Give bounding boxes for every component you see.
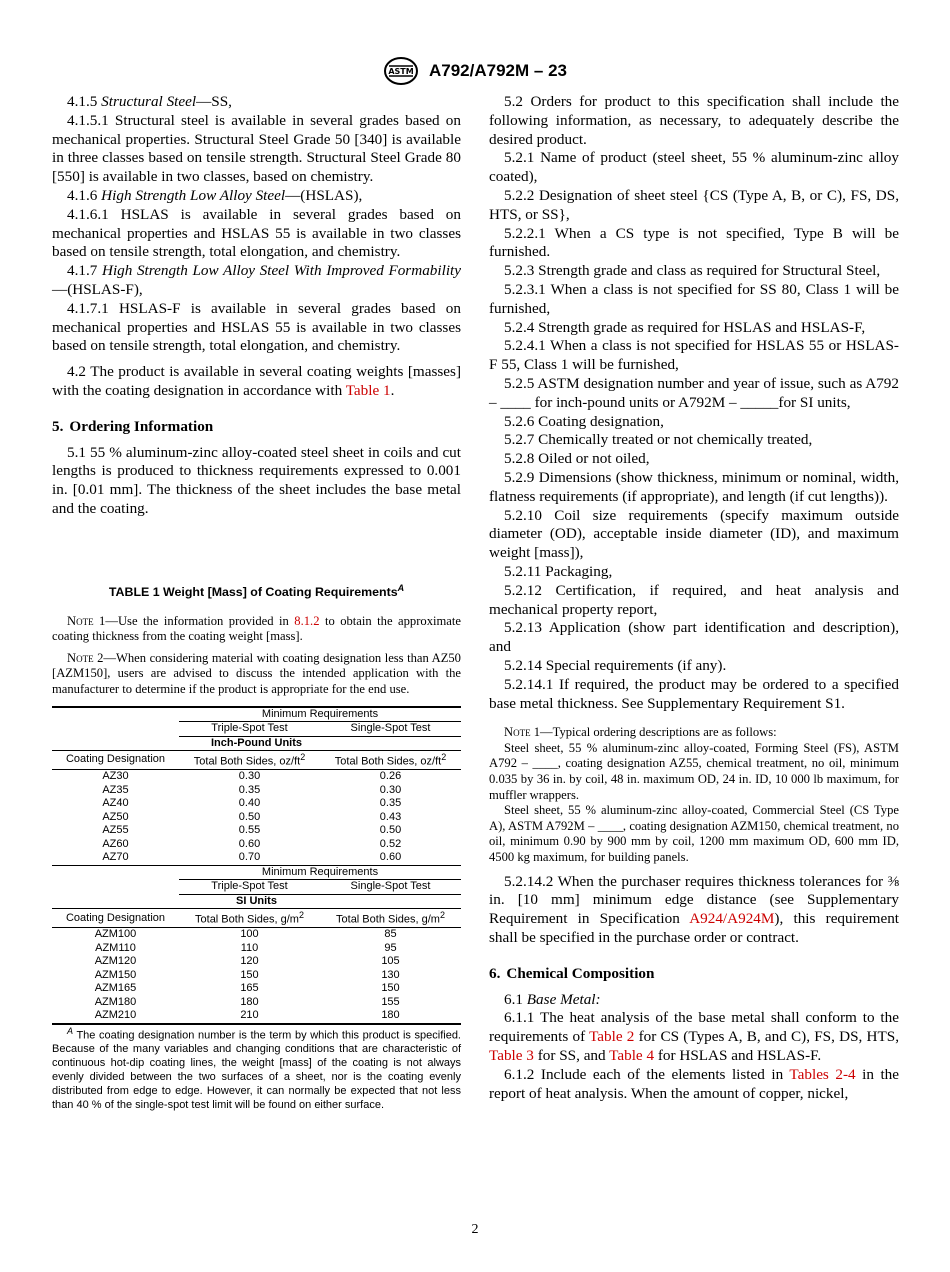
para-6-1: 6.1 Base Metal: <box>504 990 601 1008</box>
para-4-1-5: 4.1.5 Structural Steel—SS, <box>67 93 232 110</box>
table-1-link[interactable]: Table 1 <box>345 381 391 399</box>
single-spot-cell: 0.52 <box>379 837 402 850</box>
table-row <box>52 851 461 865</box>
para-5-2-11: 5.2.11 Packaging, <box>504 562 613 580</box>
coating-designation-header: Coating Designation <box>65 911 166 924</box>
table-1-footnote: $^A$ The coating designation number is the term by which this product is specified. Because of the many variables and changing conditions that are characteristic of continuous hot-dip coating lines, the weight [mass] of the coating is not always evenly divided between the two surfaces of a sheet, nor is the coating evenly distributed from edge to edge. However, it can normally be expected that not less than 40 % of the single-spot test limit will be found on either surface. <box>52 1025 461 1111</box>
single-spot-cell: 85 <box>384 928 397 941</box>
table-row <box>52 996 461 1010</box>
para-5-2-5: 5.2.5 ASTM designation number and year of issue, such as A792 – ____ for inch-pound units or A792M – _____for SI units, <box>489 374 899 411</box>
single-spot-cell: 0.35 <box>379 797 402 810</box>
standard-designation: A792/A792M – 23 <box>429 61 567 80</box>
para-4-2: 4.2 The product is available in several coating weights [masses] with the coating designation in accordance with Table 1. <box>52 363 461 399</box>
single-spot-cell: 0.30 <box>379 783 402 796</box>
single-spot-cell: 105 <box>381 955 400 968</box>
table-1-note-2: Note 2—When considering material with coating designation less than AZ50 [AZM150], users are advised to discuss the intended application with the manufacturer to determine if the product is appropriate for the end use. <box>52 650 461 697</box>
para-5-2-6: 5.2.6 Coating designation, <box>504 412 664 430</box>
table-row <box>52 824 461 838</box>
triple-spot-cell: 0.50 <box>238 810 261 823</box>
si-units-header: SI Units <box>52 894 461 909</box>
coating-designation-cell: AZ35 <box>102 783 129 796</box>
single-spot-cell: 0.43 <box>379 810 402 823</box>
para-5-2-2: 5.2.2 Designation of sheet steel {CS (Type A, B, or C), FS, DS, HTS, or SS}, <box>489 186 899 223</box>
right-column <box>489 93 899 1103</box>
table-3-link[interactable]: Table 3 <box>489 1047 534 1065</box>
para-5-2-8: 5.2.8 Oiled or not oiled, <box>504 450 650 468</box>
triple-spot-cell: 0.35 <box>238 783 261 796</box>
total-both-sides-si-header: Total Both Sides, $g/m^2$ <box>336 910 445 926</box>
coating-designation-cell: AZ40 <box>102 797 129 810</box>
table-row <box>52 1009 461 1023</box>
table-row <box>52 797 461 811</box>
triple-spot-cell: 165 <box>240 982 259 995</box>
table-row <box>52 770 461 784</box>
single-spot-cell: 0.50 <box>379 824 402 837</box>
single-spot-cell: 150 <box>381 982 400 995</box>
table-1-note-1: Note 1—Use the information provided in 8.1.2 to obtain the approximate coating thickness from the coating weight [mass]. <box>52 613 461 644</box>
table-row <box>52 955 461 969</box>
coating-designation-cell: AZM100 <box>94 928 137 941</box>
single-spot-cell: 0.26 <box>379 770 402 783</box>
ordering-example-1: Steel sheet, 55 % aluminum-zinc alloy-coated, Forming Steel (FS), ASTM A792 – ____, coating designation AZ55, chemical treatment, no oil, minimum 0.035 by 36 in. by coil, 48 in. maximum OD, 24 in. ID, 10 000 lb maximum, for muffler wrappers. <box>489 740 899 802</box>
table-1-title: TABLE 1 Weight [Mass] of Coating Requirements$^A$ <box>108 582 405 599</box>
table-row <box>52 811 461 825</box>
section-6-heading: 6. Chemical Composition <box>489 964 655 982</box>
table-row <box>52 969 461 983</box>
page-header <box>0 56 950 86</box>
coating-designation-cell: AZM150 <box>94 968 137 981</box>
table-4-link[interactable]: Table 4 <box>609 1047 655 1065</box>
page-number: 2 <box>471 1222 479 1237</box>
single-spot-cell: 180 <box>381 1009 400 1022</box>
single-spot-cell: 95 <box>384 941 397 954</box>
coating-designation-cell: AZ55 <box>102 824 129 837</box>
single-spot-header: Single-Spot Test <box>320 722 461 737</box>
triple-spot-cell: 150 <box>240 968 259 981</box>
para-5-2-10: 5.2.10 Coil size requirements (specify maximum outside diameter (OD), acceptable inside diameter (ID), and maximum weight [mass]), <box>489 506 899 562</box>
para-5-2-2-1: 5.2.2.1 When a CS type is not specified, Type B will be furnished. <box>489 224 899 261</box>
triple-spot-cell: 0.40 <box>238 797 261 810</box>
total-both-sides-inch-header: Total Both Sides, $oz/ft^2$ <box>193 752 306 768</box>
para-5-2-12: 5.2.12 Certification, if required, and heat analysis and mechanical property report, <box>489 581 899 618</box>
table-2-link[interactable]: Table 2 <box>589 1028 635 1046</box>
para-4-1-7-1: 4.1.7.1 HSLAS-F is available in several grades based on mechanical properties and HSLAS 55 is available in two classes based on tensile strength, total elongation, and chemistry. <box>52 299 461 355</box>
coating-designation-header: Coating Designation <box>65 753 166 766</box>
para-5-2-7: 5.2.7 Chemically treated or not chemically treated, <box>504 431 813 449</box>
section-8-1-2-link[interactable]: 8.1.2 <box>294 613 320 628</box>
single-spot-cell: 155 <box>381 995 400 1008</box>
para-5-2: 5.2 Orders for product to this specification shall include the following information, as necessary, to adequately describe the desired product. <box>489 93 899 148</box>
table-row <box>52 928 461 942</box>
para-5-1: 5.1 55 % aluminum-zinc alloy-coated steel sheet in coils and cut lengths is produced to thickness requirements expressed to 0.001 in. [0.01 mm]. The thickness of the sheet includes the base metal and the coating. <box>52 443 461 517</box>
ordering-note-1: Note 1—Typical ordering descriptions are as follows: <box>504 725 777 740</box>
para-5-2-3: 5.2.3 Strength grade and class as required for Structural Steel, <box>504 262 881 280</box>
astm-logo-icon <box>383 56 419 86</box>
triple-spot-cell: 180 <box>240 995 259 1008</box>
ordering-example-2: Steel sheet, 55 % aluminum-zinc alloy-coated, Commercial Steel (CS Type A), ASTM A792M – ____, coating designation AZM150, chemical treatment, no oil, minimum 0.90 by 900 mm by coil, 1200 mm maximum OD, 600 mm ID, 4500 kg maximum, for building panels. <box>489 803 899 865</box>
table-row <box>52 982 461 996</box>
para-5-2-14-2: 5.2.14.2 When the purchaser requires thickness tolerances for ⅜ in. [10 mm] minimum edge distance (see Supplementary Requirement in Specification A924/A924M), this requirement shall be specified in the purchase order or contract. <box>489 872 900 947</box>
para-5-2-13: 5.2.13 Application (show part identification and description), and <box>489 619 899 656</box>
left-column <box>52 93 461 1112</box>
min-req-header: Minimum Requirements <box>179 865 461 880</box>
coating-designation-cell: AZ60 <box>102 837 129 850</box>
coating-designation-cell: AZM110 <box>95 941 136 954</box>
para-4-1-5-1: 4.1.5.1 Structural steel is available in several grades based on mechanical properties. Structural Steel Grade 50 [340] is available in three classes based on tensile strength. Structural Steel Grade 80 [550] is available in two classes, based on chemistry. <box>52 111 461 186</box>
para-5-2-1: 5.2.1 Name of product (steel sheet, 55 % aluminum-zinc alloy coated), <box>489 149 899 186</box>
inch-pound-units-header: Inch-Pound Units <box>52 736 461 751</box>
para-5-2-14-1: 5.2.14.1 If required, the product may be ordered to a specified base metal thickness. See Supplementary Requirement S1. <box>489 675 899 712</box>
coating-designation-cell: AZM120 <box>94 955 137 968</box>
para-5-2-4-1: 5.2.4.1 When a class is not specified for HSLAS 55 or HSLAS-F 55, Class 1 will be furnished, <box>489 337 899 374</box>
triple-spot-cell: 210 <box>240 1009 259 1022</box>
coating-designation-cell: AZ50 <box>102 810 129 823</box>
triple-spot-cell: 100 <box>240 928 259 941</box>
para-5-2-4: 5.2.4 Strength grade as required for HSLAS and HSLAS-F, <box>504 318 866 336</box>
coating-designation-cell: AZM180 <box>94 995 137 1008</box>
coating-requirements-table <box>52 706 461 1023</box>
single-spot-cell: 0.60 <box>379 851 402 864</box>
para-5-2-9: 5.2.9 Dimensions (show thickness, minimum or nominal, width, flatness requirements (if appropriate), and length (if cut lengths)). <box>489 468 899 505</box>
triple-spot-cell: 0.70 <box>238 851 261 864</box>
triple-spot-header: Triple-Spot Test <box>179 880 320 895</box>
coating-designation-cell: AZM210 <box>94 1009 137 1022</box>
triple-spot-cell: 0.30 <box>238 770 261 783</box>
single-spot-header: Single-Spot Test <box>320 880 461 895</box>
coating-designation-cell: AZM165 <box>94 982 137 995</box>
table-row <box>52 838 461 852</box>
triple-spot-header: Triple-Spot Test <box>179 722 320 737</box>
svg-text:ASTM: ASTM <box>388 67 414 76</box>
triple-spot-cell: 110 <box>240 941 259 954</box>
table-row <box>52 942 461 956</box>
tables-2-4-link[interactable]: Tables 2-4 <box>789 1065 856 1083</box>
coating-designation-cell: AZ30 <box>102 770 129 783</box>
a924-link[interactable]: A924/A924M <box>689 910 775 928</box>
single-spot-cell: 130 <box>381 968 400 981</box>
para-6-1-2: 6.1.2 Include each of the elements listed in Tables 2-4 in the report of heat analysis. When the amount of copper, nickel, <box>489 1065 899 1102</box>
triple-spot-cell: 0.55 <box>238 824 261 837</box>
para-6-1-1: 6.1.1 The heat analysis of the base metal shall conform to the requirements of Table 2 for CS (Types A, B, and C), FS, DS, HTS, Table 3 for SS, and Table 4 for HSLAS and HSLAS-F. <box>489 1009 900 1065</box>
triple-spot-cell: 0.60 <box>238 837 261 850</box>
min-req-header: Minimum Requirements <box>179 707 461 722</box>
total-both-sides-inch-header: Total Both Sides, $oz/ft^2$ <box>334 752 447 768</box>
para-4-1-7: 4.1.7 High Strength Low Alloy Steel With Improved Formability—(HSLAS-F), <box>52 262 461 298</box>
coating-designation-cell: AZ70 <box>102 851 129 864</box>
para-4-1-6: 4.1.6 High Strength Low Alloy Steel—(HSLAS), <box>67 186 363 204</box>
para-4-1-6-1: 4.1.6.1 HSLAS is available in several grades based on mechanical properties and HSLAS 55 is available in two classes based on tensile strength, total elongation, and chemistry. <box>52 205 461 261</box>
total-both-sides-si-header: Total Both Sides, $g/m^2$ <box>195 910 304 926</box>
section-5-heading: 5. Ordering Information <box>52 417 214 435</box>
triple-spot-cell: 120 <box>240 955 259 968</box>
table-row <box>52 784 461 798</box>
para-5-2-3-1: 5.2.3.1 When a class is not specified for SS 80, Class 1 will be furnished, <box>489 280 899 317</box>
para-5-2-14: 5.2.14 Special requirements (if any). <box>504 656 727 674</box>
